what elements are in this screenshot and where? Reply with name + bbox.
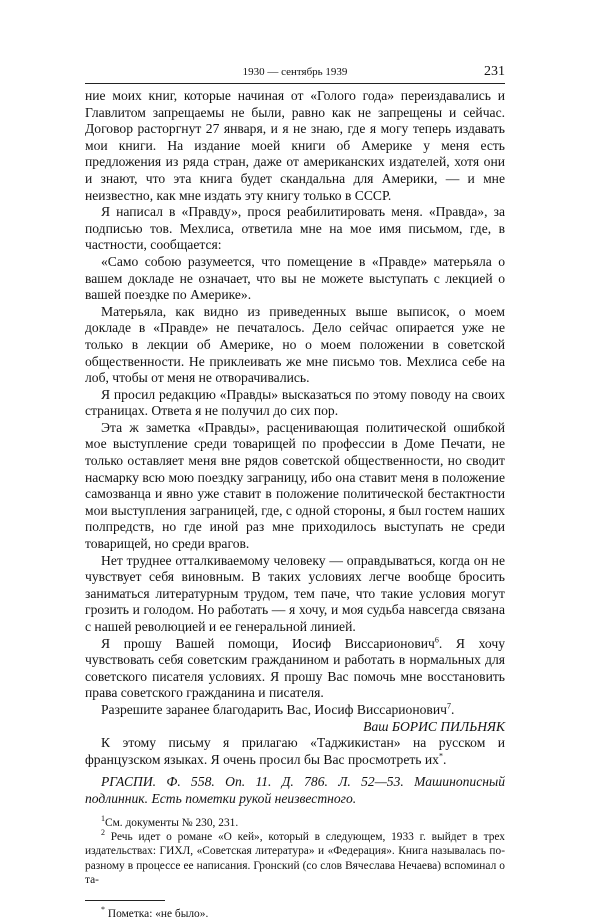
paragraph-8 <box>85 636 505 702</box>
page-number: 231 <box>484 64 505 79</box>
signature: Ваш БОРИС ПИЛЬНЯК <box>363 718 505 734</box>
note-ref-7: 7 <box>446 701 451 711</box>
archival-source: РГАСПИ. Ф. 558. Оп. 11. Д. 786. Л. 52—53. Машинописный подлинник. Есть пометки рукой неизвестного. <box>85 774 505 806</box>
endnote-1-text: См. документы № 230, 231. <box>105 816 239 829</box>
header-rule <box>85 83 505 84</box>
page-body <box>85 88 505 921</box>
paragraph-9-text: Разрешите заранее благодарить Вас, Иосиф Виссарионович <box>101 701 447 717</box>
paragraph-7: Нет труднее отталкиваемому человеку — оправдываться, когда он не чувствует себя виновным. В таких условиях легче вообще бросить заниматься литературным трудом, тем паче, что такие условия могут грозить и голодом. Но работать — я хочу, и моя судьба навсегда связана с нашей революцией и ее генеральной линией. <box>85 552 505 634</box>
running-header <box>85 64 505 82</box>
footnote-mark: * <box>101 904 105 914</box>
postscript-end: . <box>442 751 447 767</box>
endnote-2-text: Речь идет о романе «О кей», который в следующем, 1933 г. выйдет в трех издательствах: ГИХЛ, «Советская литература» и «Федерация». Книга называлась по-разному в процессе ее написания. Гронский (со слов Вячеслава Нечаева) вспоминал о та- <box>85 830 505 887</box>
endnote-2-num: 2 <box>101 828 105 838</box>
footnote-text: Пометка: «не было». <box>107 907 209 920</box>
endnote-1-num: 1 <box>101 813 105 823</box>
postscript-text: К этому письму я прилагаю «Таджикистан» на русском и французском языках. Я очень просил бы Вас просмотреть их <box>85 735 505 767</box>
paragraph-5: Я просил редакцию «Правды» высказаться по этому поводу на своих страницах. Ответа я не получил до сих пор. <box>85 386 505 419</box>
paragraph-9 <box>85 702 505 719</box>
paragraph-8-text-a: Я прошу Вашей помощи, Иосиф Виссарионович <box>101 635 435 651</box>
paragraph-9-end: . <box>450 701 455 717</box>
endnote-2 <box>85 830 505 888</box>
footnote <box>85 904 505 921</box>
footnote-rule <box>85 900 165 901</box>
paragraph-6: Эта ж заметка «Правды», расценивающая политической ошибкой мое выступление среди товарищей по профессии в Доме Печати, не только оставляет меня вне рядов советской общественности, но сводит насмарку всю мою поездку заграницу, ибо она ставит меня в положение самозванца и явно уже ставит в положение политической бестактности мои выступления заграницей, где, с одной стороны, я был гостем наших полпредств, но где иной раз мне приходилось выступать не среди товарищей, но среди врагов. <box>85 419 505 552</box>
paragraph-2: Я написал в «Правду», прося реабилитировать меня. «Правда», за подписью тов. Мехлиса, ответила мне на мое имя письмом, где, в частности, сообщается: <box>85 204 505 253</box>
paragraph-4: Матерьяла, как видно из приведенных выше выписок, о моем докладе в «Правде» не печаталось. Дело сейчас опирается уже не только в лекции об Америке, но о моем положении в советской общественности. Не приклеивать же мне письмо тов. Мехлиса себе на лоб, чтобы от меня не отворачивались. <box>85 303 505 386</box>
quote-paragraph: «Само собою разумеется, что помещение в «Правде» матерьяла о вашем докладе не означает, что вы не можете выступать с лекцией о вашей поездке по Америке». <box>85 253 505 303</box>
note-ref-star: * <box>438 751 443 761</box>
endnote-1 <box>85 813 505 830</box>
paragraph-8-text-b: . Я хочу чувствовать себя советским гражданином и работать в нормальных для советского писателя условиях. Я прошу Вас помочь мне восстановить права советского гражданина и писателя. <box>85 635 505 701</box>
paragraph-1: ние моих книг, которые начиная от «Голого года» переиздавались и Главлитом запрещаемы не были, равно как не запрещены и сейчас. Договор расторгнут 27 января, и я не знаю, где я могу теперь издавать мои книги. На издание моей книги об Америке у меня есть предложения из ряда стран, даже от американских издателей, хотя они и знают, что эта книга будет скандальна для Америки, — и мне неизвестно, как мне издать эту книгу только в СССР. <box>85 88 505 203</box>
postscript <box>85 735 505 768</box>
note-ref-6: 6 <box>434 635 439 645</box>
running-title: 1930 — сентябрь 1939 <box>242 66 348 78</box>
